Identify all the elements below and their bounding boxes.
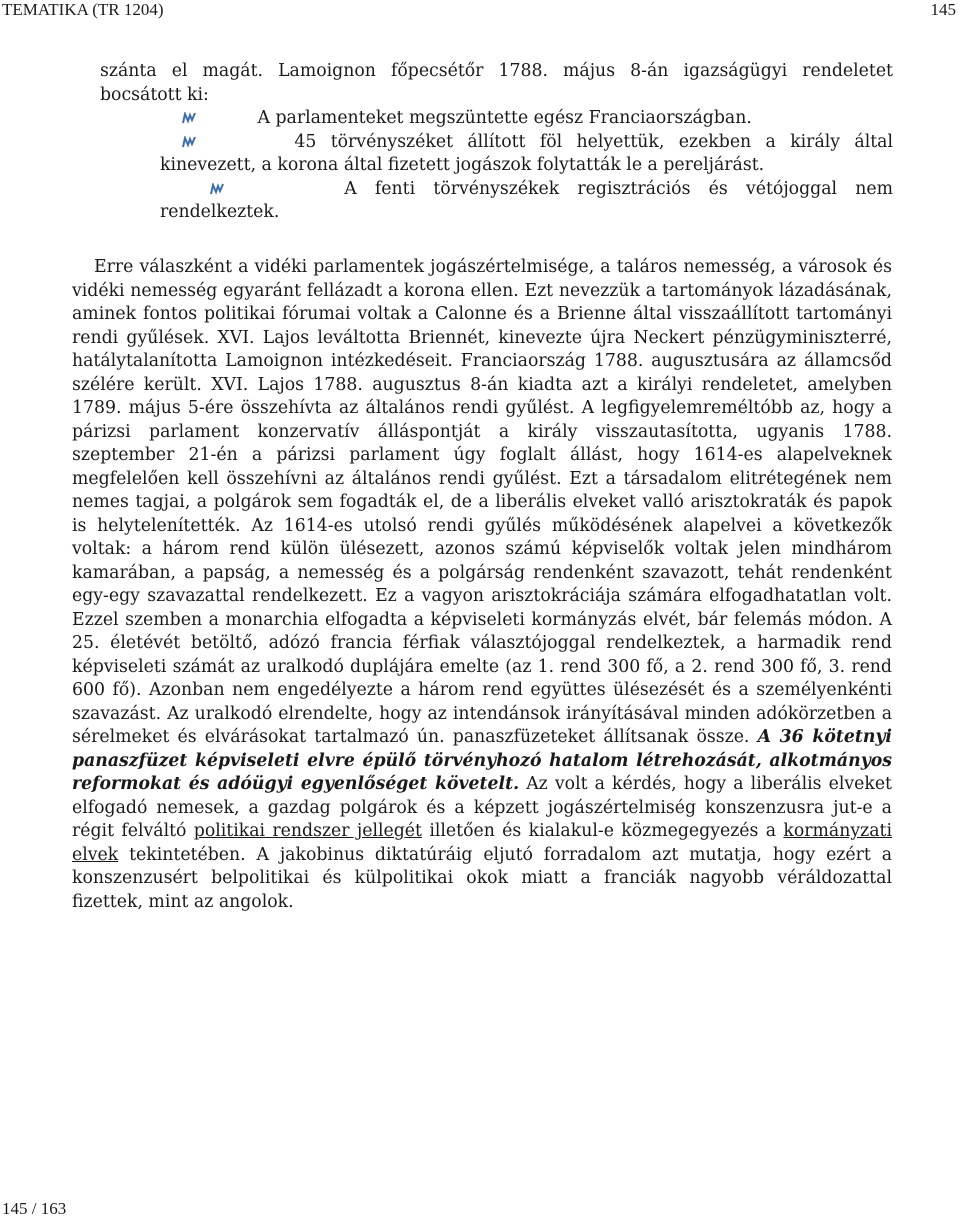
running-header-page-number: 145 <box>930 0 956 19</box>
intro-paragraph: szánta el magát. Lamoignon főpecsétőr 1788. május 8-án igazságügyi rendeletet bocsátott ki: <box>100 61 893 105</box>
hand-pointer-icon <box>210 183 224 195</box>
body-text-part-1: Erre válaszként a vidéki parlamentek jogászértelmisége, a taláros nemesség, a városok és vidéki nemesség egyaránt fellázadt a korona ellen. Ezt nevezzük a tartományok lázadásának, aminek fontos politikai fórumai voltak a Calonne és a Brienne által visszaállított tartományi rendi gyűlések. XVI. Lajos leváltotta Briennét, kinevezte újra Neckert pénzügyminiszterré, hatálytalanította Lamoignon intézkedéseit. Franciaország 1788. augusztusára az államcsőd szélére került. XVI. Lajos 1788. augusztus 8-án kiadta azt a királyi rendeletet, amelyben 1789. május 5-ére összehívta az általános rendi gyűlést. A legfigyelemreméltóbb az, hogy a párizsi parlament konzervatív álláspontját a király visszautasította, ugyanis 1788. szeptember 21-én a párizsi parlament úgy foglalt állást, hogy 1614-es alapelveknek megfelelően kell összehívni az általános rendi gyűlést. Ezt a társadalom elitrétegének nem nemes tagjai, a polgárok sem fogadták el, de a liberális elveket valló arisztokraták és papok is helytelenítették. Az 1614-es utolsó rendi gyűlés működésének alapelvei a következők voltak: a három rend külön ülésezett, azonos számú képviselők voltak jelen mindhárom kamarában, a papság, a nemesség és a polgárság rendenként szavazott, tehát rendenként egy-egy szavazattal rendelkezett. Ez a vagyon arisztokráciája számára elfogadhatatlan volt. Ezzel szemben a monarchia elfogadta a képviseleti kormányzás elvét, bár felemás módon. A 25. életévét betöltő, adózó francia férfiak választójoggal rendelkeztek, a harmadik rend képviseleti számát az uralkodó duplájára emelte (az 1. rend 300 fő, a 2. rend 300 fő, 3. rend 600 fő). Azonban nem engedélyezte a három rend együttes ülésezését és a személyenkénti szavazást. Az uralkodó elrendelte, hogy az intendánsok irányításával minden adókörzetben a sérelmeket és elvárásokat tartalmazó ún. panaszfüzeteket állítsanak össze. <box>72 257 892 747</box>
list-item <box>160 131 893 178</box>
list-item-text: A parlamenteket megszüntette egész Franciaországban. <box>257 108 752 128</box>
body-text-part-3: illetően és kialakul-e közmegegyezés a <box>421 821 784 841</box>
list-item-text: A fenti törvényszékek regisztrációs és vétójoggal nem rendelkeztek. <box>160 178 893 222</box>
body-paragraph <box>72 256 892 914</box>
hand-pointer-icon <box>182 136 196 148</box>
list-item-text: 45 törvényszéket állított föl helyettük, ezekben a király által kinevezett, a korona által fizetett jogászok folytatták le a pereljárást. <box>160 131 893 175</box>
hand-pointer-icon <box>182 112 196 124</box>
body-text-part-4: tekintetében. A jakobinus diktatúráig eljutó forradalom azt mutatja, hogy ezért a konszenzusért belpolitikai és külpolitikai okok miatt a franciák nagyobb véráldozattal fizettek, mint az angolok. <box>72 844 892 912</box>
running-header-title: TEMATIKA (TR 1204) <box>2 0 164 19</box>
list-item <box>160 178 893 225</box>
list-item <box>160 107 893 131</box>
decree-bullet-list <box>160 107 893 225</box>
body-text-part-2: Az volt a kérdés, hogy a liberális elveket elfogadó nemesek, a gazdag polgárok és a képzett jogászértelmiség konszenzusra jut-e a régit felváltó <box>72 774 892 841</box>
underlined-phrase-political-system: politikai rendszer jellegét <box>193 821 422 841</box>
page-counter: 145 / 163 <box>2 1199 67 1218</box>
bold-italic-emphasis: A 36 kötetnyi panaszfüzet képviseleti elvre épülő törvényhozó hatalom létrehozását, alkotmányos reformokat és adóügyi egyenlőséget követelt. <box>72 727 892 794</box>
underlined-phrase-governing-principles: kormányzati elvek <box>72 821 892 865</box>
